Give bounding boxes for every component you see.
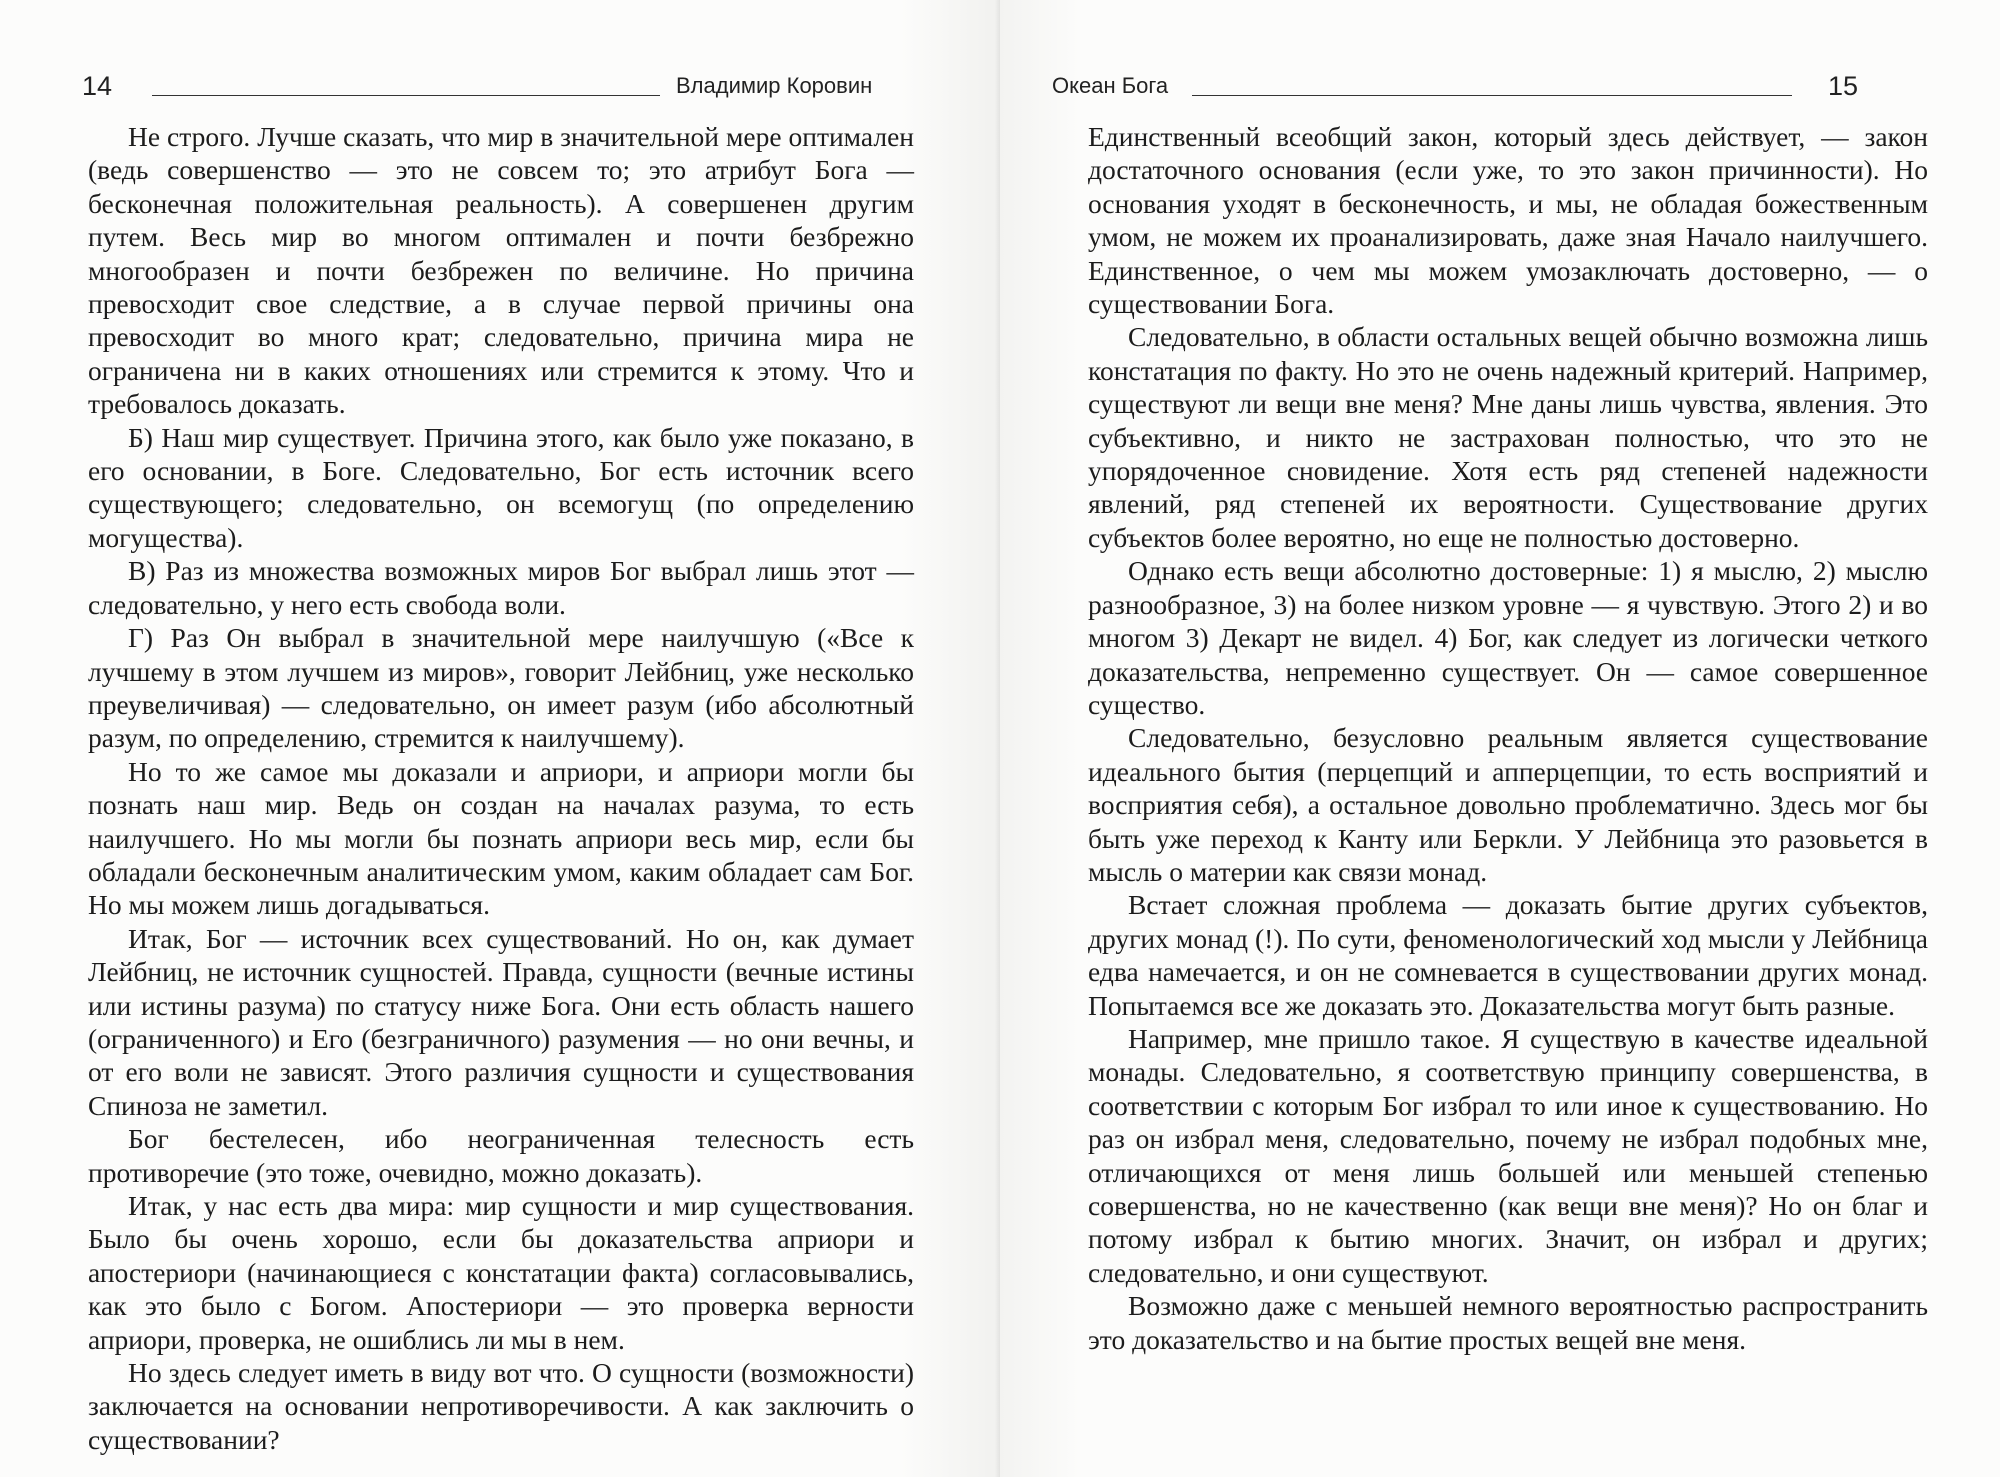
paragraph: Итак, у нас есть два мира: мир сущности и мир существования. Было бы очень хорошо, если бы доказательства априори и апостериори (начинающиеся с констатации факта) согласовывались, как это было с Богом. Апостериори — это проверка верности априори, проверка, не ошиблись ли мы в нем.	[88, 1190, 914, 1355]
page-number: 14	[82, 71, 113, 101]
paragraph: Бог бестелесен, ибо неограниченная телесность есть противоречие (это тоже, очевидно, можно доказать).	[88, 1123, 914, 1188]
paragraph: Б) Наш мир существует. Причина этого, как было уже показано, в его основании, в Боге. Следовательно, Бог есть источник всего существующего; следовательно, он всемогущ (по определению могущества).	[88, 421, 914, 553]
header-rule	[152, 95, 660, 96]
paragraph: Встает сложная проблема — доказать бытие других субъектов, других монад (!). По сути, феноменологический ход мысли у Лейбница едва намечается, и он не сомневается в существовании других монад. Попытаемся все же доказать это. Доказательства могут быть разные.	[1088, 889, 1928, 1021]
paragraph: Следовательно, в области остальных вещей обычно возможна лишь констатация по факту. Но это не очень надежный критерий. Например, существуют ли вещи вне меня? Мне даны лишь чувства, явления. Это субъективно, и никто не застрахован полностью, что это не упорядоченное сновидение. Хотя есть ряд степеней надежности явлений, ряд степеней их вероятности. Существование других субъектов более вероятно, но еще не полностью достоверно.	[1088, 321, 1928, 553]
left-page-header	[0, 66, 1000, 106]
paragraph: Следовательно, безусловно реальным является существование идеального бытия (перцепций и апперцепции, то есть восприятий и восприятия себя), а остальное довольно проблематично. Здесь мог бы быть уже переход к Канту или Беркли. У Лейбница это разовьется в мысль о материи как связи монад.	[1088, 722, 1928, 887]
paragraph: Однако есть вещи абсолютно достоверные: 1) я мыслю, 2) мыслю разнообразное, 3) на более низком уровне — я чувствую. Этого 2) и во многом 3) Декарт не видел. 4) Бог, как следует из логически четкого доказательства, непременно существует. Он — самое совершенное существо.	[1088, 555, 1928, 720]
page-number: 15	[1828, 71, 1859, 101]
paragraph: Например, мне пришло такое. Я существую в качестве идеальной монады. Следовательно, я соответствую принципу совершенства, в соответствии с которым Бог избрал то или иное к существованию. Но раз он избрал меня, следовательно, почему не избрал подобных мне, отличающихся от меня лишь большей или меньшей степенью совершенства, но не качественно (как вещи вне меня)? Но он благ и потому избрал к бытию многих. Значит, он избрал и других; следовательно, и они существуют.	[1088, 1022, 1928, 1288]
running-head: Океан Бога	[1052, 73, 1169, 98]
paragraph: Но здесь следует иметь в виду вот что. О сущности (возможности) заключается на основании непротиворечивости. А как заключить о существовании?	[88, 1357, 914, 1455]
left-page-body	[88, 120, 914, 1456]
paragraph: В) Раз из множества возможных миров Бог выбрал лишь этот — следовательно, у него есть свобода воли.	[88, 555, 914, 620]
paragraph: Возможно даже с меньшей немного вероятностью распространить это доказательство и на бытие простых вещей вне меня.	[1088, 1290, 1928, 1355]
header-rule	[1192, 95, 1792, 96]
paragraph: Не строго. Лучше сказать, что мир в значительной мере оптимален (ведь совершенство — это не совсем то; это атрибут Бога — бесконечная положительная реальность). А совершенен другим путем. Весь мир во многом оптимален и почти безбрежно многообразен и почти безбрежен по величине. Но причина превосходит свое следствие, а в случае первой причины она превосходит во много крат; следовательно, причина мира не ограничена ни в каких отношениях или стремится к этому. Что и требовалось доказать.	[88, 121, 914, 420]
paragraph: Г) Раз Он выбрал в значительной мере наилучшую («Все к лучшему в этом лучшем из миров», говорит Лейбниц, уже несколько преувеличивая) — следовательно, он имеет разум (ибо абсолютный разум, по определению, стремится к наилучшему).	[88, 622, 914, 754]
paragraph-continued: Единственный всеобщий закон, который здесь действует, — закон достаточного основания (если уже, то это закон причинности). Но основания уходят в бесконечность, и мы, не обладая божественным умом, не можем их проанализировать, даже зная Начало наилучшего. Единственное, о чем мы можем умозаключать достоверно, — о существовании Бога.	[1088, 121, 1928, 320]
right-page-body	[1088, 120, 1928, 1356]
right-page	[1000, 0, 2000, 1477]
paragraph: Итак, Бог — источник всех существований. Но он, как думает Лейбниц, не источник сущностей. Правда, сущности (вечные истины или истины разума) по статусу ниже Бога. Они есть область нашего (ограниченного) и Его (безграничного) разумения — но они вечны, и от его воли не зависят. Этого различия сущности и существования Спиноза не заметил.	[88, 922, 914, 1121]
running-head: Владимир Коровин	[676, 73, 873, 98]
paragraph: Но то же самое мы доказали и априори, и априори могли бы познать наш мир. Ведь он создан на началах разума, то есть наилучшего. Но мы могли бы познать априори весь мир, если бы обладали бесконечным аналитическим умом, каким обладает сам Бог. Но мы можем лишь догадываться.	[88, 755, 914, 921]
right-page-header	[1000, 66, 2000, 106]
